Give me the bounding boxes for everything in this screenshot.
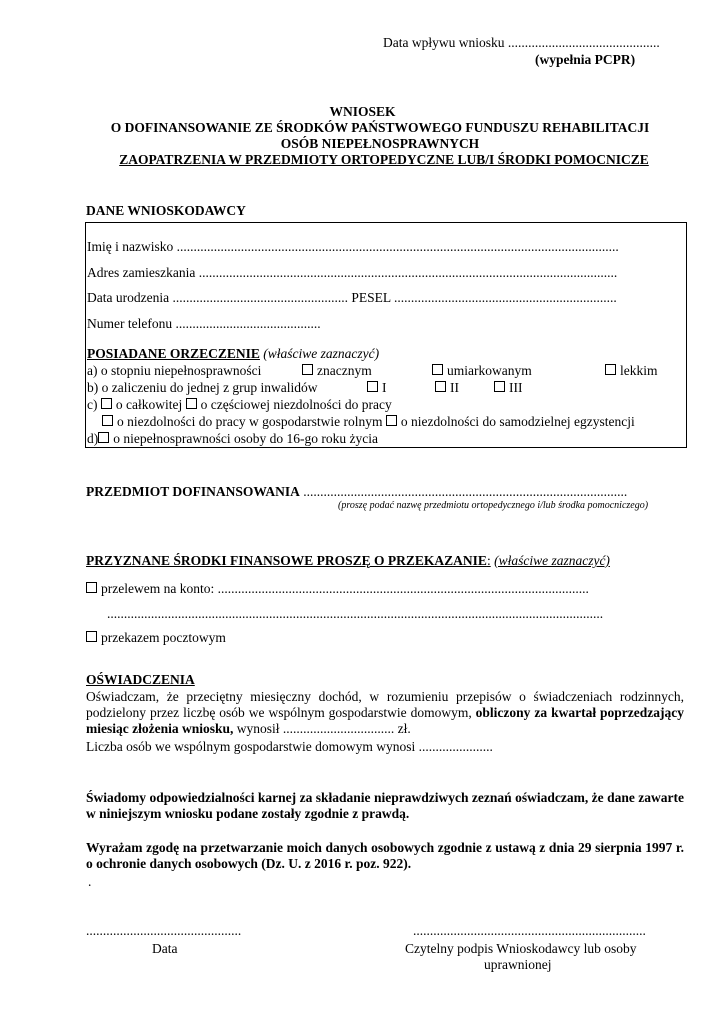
income-statement <box>86 689 684 738</box>
checkbox-group-iii[interactable] <box>494 380 523 396</box>
checkbox-option-mild[interactable] <box>605 363 658 379</box>
option-label: II <box>450 380 459 395</box>
form-subtitle-3: ZAOPATRZENIA W PRZEDMIOTY ORTOPEDYCZNE LUB/I ŚRODKI POMOCNICZE <box>119 152 649 167</box>
checkbox-icon[interactable] <box>494 381 505 392</box>
checkbox-icon[interactable] <box>86 631 97 642</box>
certificate-heading: POSIADANE ORZECZENIE <box>87 346 260 361</box>
certificate-heading-row <box>87 346 379 362</box>
checkbox-option-severe[interactable] <box>302 363 372 379</box>
form-title: WNIOSEK <box>329 104 396 119</box>
consent-statement: Wyrażam zgodę na przetwarzanie moich danych osobowych zgodnie z ustawą z dnia 29 sierpnia 1997 r. o ochronie danych osobowych (Dz. U. z 2016 r. poz. 922). <box>86 840 684 872</box>
payment-heading: PRZYZNANE ŚRODKI FINANSOWE PROSZĘ O PRZEKAZANIE <box>86 553 487 568</box>
postal-option[interactable] <box>86 630 226 646</box>
payment-heading-row <box>86 553 610 569</box>
form-subtitle-1: O DOFINANSOWANIE ZE ŚRODKÓW PAŃSTWOWEGO FUNDUSZU REHABILITACJI <box>110 120 650 135</box>
option-child-disability: o niepełnosprawności osoby do 16-go roku życia <box>113 431 378 446</box>
row-c-prefix: c) <box>87 397 98 412</box>
row-d-prefix: d) <box>87 431 99 446</box>
subject-hint: (proszę podać nazwę przedmiotu ortopedycznego i/lub środka pomocniczego) <box>338 500 649 511</box>
option-farm-incapacity: o niezdolności do pracy w gospodarstwie rolnym <box>117 414 383 429</box>
checkbox-icon[interactable] <box>386 415 397 426</box>
subject-heading: PRZEDMIOT DOFINANSOWANIA <box>86 484 300 499</box>
phone-field[interactable]: Numer telefonu ........................................... <box>87 316 321 331</box>
checkbox-group-i[interactable] <box>367 380 387 396</box>
income-statement-text: Oświadczam, że przeciętny miesięczny dochód, w rozumieniu przepisów o świadczeniach rodzinnych, podzielony przez liczbę osób we wspólnym gospodarstwie domowym, <box>86 689 684 721</box>
row-c-2 <box>102 414 635 430</box>
form-subtitle-2: OSÓB NIEPEŁNOSPRAWNYCH <box>280 136 480 151</box>
date-label: Data <box>152 941 178 956</box>
option-independent-living-incapacity: o niezdolności do samodzielnej egzystencji <box>400 414 635 429</box>
checkbox-icon[interactable] <box>367 381 378 392</box>
applicant-signature-line[interactable]: ..................................................................... <box>413 923 646 938</box>
postal-label: przekazem pocztowym <box>101 630 226 645</box>
checkbox-icon[interactable] <box>186 398 197 409</box>
checkbox-icon[interactable] <box>102 415 113 426</box>
checkbox-icon[interactable] <box>435 381 446 392</box>
receipt-note: (wypełnia PCPR) <box>535 52 636 67</box>
checkbox-icon[interactable] <box>86 582 97 593</box>
receipt-date-line: Data wpływu wniosku ............................................. <box>383 35 660 50</box>
transfer-label: przelewem na konto: .............................................................................................................. <box>101 581 589 596</box>
income-statement-bold: obliczony za kwartał poprzedzający miesiąc złożenia wniosku, <box>86 705 684 737</box>
row-d <box>87 431 378 447</box>
payment-hint: (właściwe zaznaczyć) <box>494 553 610 568</box>
payment-colon: : <box>486 553 491 568</box>
applicant-heading: DANE WNIOSKODAWCY <box>86 203 246 218</box>
statements-heading: OŚWIADCZENIA <box>86 672 195 687</box>
signature-label-2: uprawnionej <box>484 957 552 972</box>
subject-row[interactable] <box>86 484 627 500</box>
birth-pesel-field[interactable]: Data urodzenia .................................................... PESEL .................................................................. <box>87 290 617 305</box>
income-statement-amount[interactable]: wynosił ................................. zł. <box>236 721 411 737</box>
checkbox-icon[interactable] <box>302 364 313 375</box>
household-count-line[interactable]: Liczba osób we wspólnym gospodarstwie domowym wynosi ...................... <box>86 739 493 754</box>
row-b-label: b) o zaliczeniu do jednej z grup inwalidów <box>87 380 318 395</box>
name-field[interactable]: Imię i nazwisko ................................................................................................................................... <box>87 239 619 254</box>
liability-statement: Świadomy odpowiedzialności karnej za składanie nieprawdziwych zeznań oświadczam, że dane zawarte w niniejszym wniosku podane zostały zgodnie z prawdą. <box>86 790 684 822</box>
option-label: lekkim <box>620 363 658 378</box>
account-number-field[interactable]: ................................................................................................................................................... <box>107 606 604 621</box>
signature-label-1: Czytelny podpis Wnioskodawcy lub osoby <box>405 941 637 956</box>
row-a-label: a) o stopniu niepełnosprawności <box>87 363 262 378</box>
checkbox-group-ii[interactable] <box>435 380 459 396</box>
checkbox-icon[interactable] <box>98 432 109 443</box>
checkbox-icon[interactable] <box>605 364 616 375</box>
date-signature-line[interactable]: .............................................. <box>86 923 242 938</box>
option-label: III <box>509 380 523 395</box>
option-total-incapacity: o całkowitej <box>115 397 183 412</box>
subject-dots[interactable]: ................................................................................................ <box>299 484 628 499</box>
option-partial-incapacity: o częściowej niezdolności do pracy <box>200 397 392 412</box>
option-label: umiarkowanym <box>447 363 532 378</box>
transfer-option[interactable] <box>86 581 589 597</box>
option-label: I <box>382 380 387 395</box>
stray-dot: . <box>88 874 92 889</box>
certificate-hint: (właściwe zaznaczyć) <box>263 346 380 361</box>
checkbox-icon[interactable] <box>101 398 112 409</box>
checkbox-option-moderate[interactable] <box>432 363 532 379</box>
address-field[interactable]: Adres zamieszkania ............................................................................................................................ <box>87 265 618 280</box>
option-label: znacznym <box>317 363 372 378</box>
checkbox-icon[interactable] <box>432 364 443 375</box>
row-c <box>87 397 392 413</box>
